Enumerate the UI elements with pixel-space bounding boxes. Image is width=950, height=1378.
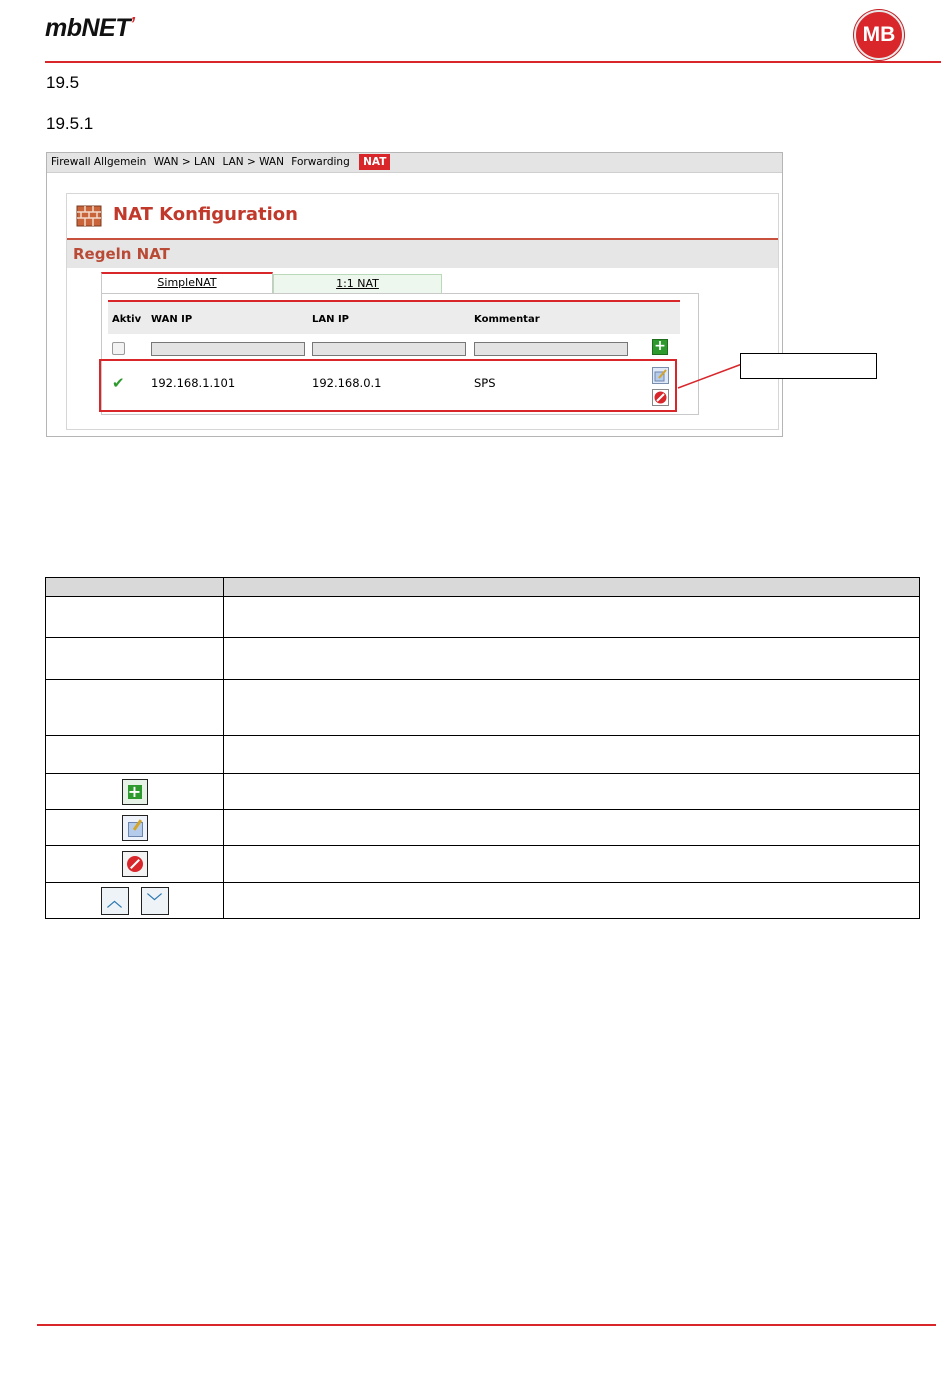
logo-text: mbNET	[45, 14, 130, 42]
arrow-up-icon: ︿	[101, 887, 129, 915]
callout-box	[740, 353, 877, 379]
col-lan-ip: LAN IP	[312, 314, 350, 325]
delete-icon	[122, 851, 148, 877]
highlight-box	[99, 359, 677, 412]
callout-line	[676, 360, 746, 390]
rule-wan-ip: 192.168.1.101	[151, 376, 236, 390]
table-row	[46, 883, 920, 919]
section-number: 19.5	[46, 73, 80, 92]
mbnet-logo	[45, 14, 135, 43]
nav-wan-lan[interactable]: WAN > LAN	[153, 156, 216, 168]
subsection-number: 19.5.1	[46, 114, 94, 133]
panel-title-row	[67, 194, 778, 240]
tab-simplenat[interactable]: SimpleNAT	[101, 272, 273, 294]
description-table	[45, 577, 920, 919]
header-rule	[45, 61, 941, 63]
plus-icon	[122, 779, 148, 805]
table-row	[46, 810, 920, 846]
section-title: Regeln NAT	[73, 245, 170, 263]
col-kommentar: Kommentar	[474, 314, 540, 325]
checkmark-icon: ✔	[112, 374, 125, 392]
table-header	[108, 302, 680, 334]
table-row	[46, 638, 920, 680]
footer-rule	[37, 1324, 936, 1326]
nav-forwarding[interactable]: Forwarding	[291, 156, 350, 168]
plus-icon: +	[654, 338, 666, 354]
col-aktiv: Aktiv	[112, 314, 142, 325]
edit-icon	[122, 815, 148, 841]
rule-kommentar: SPS	[474, 376, 496, 390]
firewall-icon	[76, 203, 102, 229]
nav-lan-wan[interactable]: LAN > WAN	[222, 156, 284, 168]
nav-nat[interactable]: NAT	[359, 154, 390, 170]
page-title: NAT Konfiguration	[113, 204, 298, 225]
tab-1to1-nat[interactable]: 1:1 NAT	[273, 274, 442, 294]
header-cell-1	[46, 578, 224, 597]
rule-lan-ip: 192.168.0.1	[312, 376, 382, 390]
mb-badge-logo: MB	[854, 10, 904, 60]
lan-ip-input[interactable]	[312, 342, 466, 356]
kommentar-input[interactable]	[474, 342, 628, 356]
table-header	[46, 578, 920, 597]
table-row	[46, 846, 920, 883]
table-row	[46, 680, 920, 736]
table-row	[46, 597, 920, 638]
nav-firewall-allgemein[interactable]: Firewall Allgemein	[51, 156, 147, 168]
firewall-subnav	[47, 153, 782, 173]
logo-mark: ’	[130, 14, 135, 34]
col-wan-ip: WAN IP	[151, 314, 193, 325]
aktiv-checkbox[interactable]	[112, 342, 125, 355]
arrow-down-icon: ﹀	[141, 887, 169, 915]
add-rule-button[interactable]	[652, 339, 668, 355]
section-header	[67, 240, 778, 268]
wan-ip-input[interactable]	[151, 342, 305, 356]
header-cell-2	[224, 578, 920, 597]
table-row	[46, 774, 920, 810]
table-row	[46, 736, 920, 774]
